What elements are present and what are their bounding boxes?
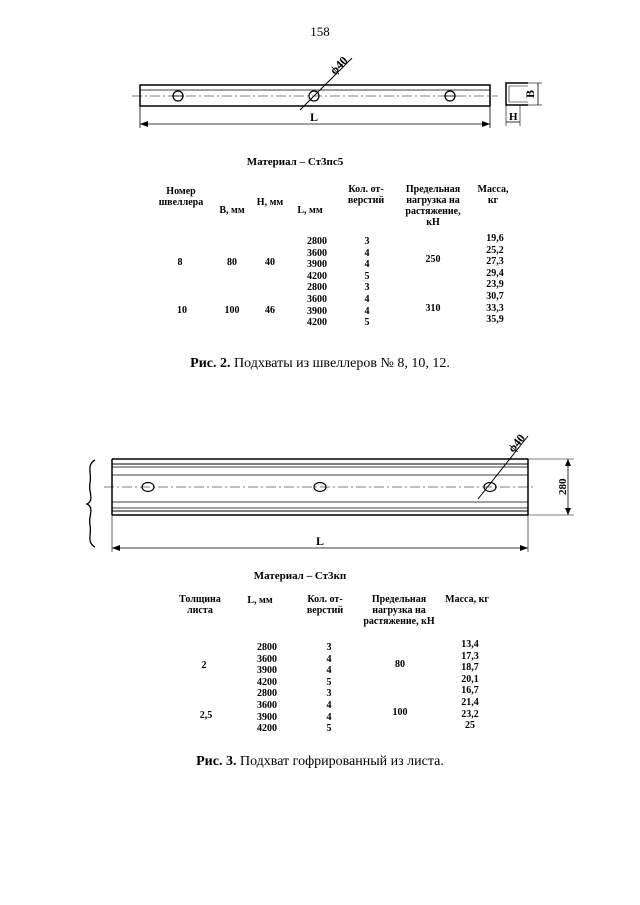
thickness-value: 2,5 xyxy=(199,710,213,721)
caption-label: Рис. 2. xyxy=(190,356,231,371)
l-value: 3600 xyxy=(257,653,277,665)
b-value: 100 xyxy=(224,305,240,316)
caption-text: Подхват гофрированный из листа. xyxy=(236,754,444,769)
header-holes: Кол. от-верстий xyxy=(306,594,344,616)
mass-value: 27,3 xyxy=(486,256,504,268)
holes-value: 5 xyxy=(364,317,370,329)
holes-value: 4 xyxy=(326,665,332,677)
l-value: 3600 xyxy=(307,247,327,259)
l-value: 4200 xyxy=(307,270,327,282)
l-value: 2800 xyxy=(257,642,277,653)
width-label: B xyxy=(523,89,537,98)
holes-value: 5 xyxy=(326,676,332,688)
mass-value: 33,3 xyxy=(486,302,504,314)
holes-value: 4 xyxy=(364,247,370,259)
mass-value: 17,3 xyxy=(461,650,479,662)
page-number: 158 xyxy=(310,24,330,39)
diameter-label: ϕ40 xyxy=(326,53,351,78)
break-symbol xyxy=(87,460,95,547)
mass-value: 23,9 xyxy=(486,279,504,291)
diameter-label: ϕ40 xyxy=(504,431,529,456)
holes-value: 4 xyxy=(364,259,370,271)
caption-label: Рис. 3. xyxy=(196,754,237,769)
holes-column xyxy=(352,236,382,329)
mass-value: 35,9 xyxy=(486,314,504,326)
figure2-drawing xyxy=(0,420,640,560)
l-value: 2800 xyxy=(257,688,277,700)
l-value: 3900 xyxy=(307,305,327,317)
mass-column xyxy=(475,233,515,326)
holes-value: 5 xyxy=(364,270,370,282)
holes-value: 4 xyxy=(326,711,332,723)
channel-number: 8 xyxy=(177,257,183,268)
mass-value: 23,2 xyxy=(461,708,479,720)
l-value: 3600 xyxy=(257,699,277,711)
h-value: 40 xyxy=(265,257,275,268)
l-value: 3900 xyxy=(307,259,327,271)
header-channel-number: Номер швеллера xyxy=(158,186,204,208)
mass-value: 25 xyxy=(465,720,475,732)
header-thickness: Толщина листа xyxy=(179,594,221,616)
mass-value: 19,6 xyxy=(486,233,504,244)
mass-value: 29,4 xyxy=(486,267,504,279)
channel-number: 10 xyxy=(177,305,187,316)
mass-column xyxy=(450,639,490,732)
l-value: 3900 xyxy=(257,711,277,723)
holes-value: 4 xyxy=(326,653,332,665)
caption-text: Подхваты из швеллеров № 8, 10, 12. xyxy=(230,356,450,371)
l-column xyxy=(244,642,290,735)
figure2-caption xyxy=(0,754,640,770)
l-value: 4200 xyxy=(257,723,277,735)
holes-column xyxy=(314,642,344,735)
header-mass: Масса, кг xyxy=(445,594,489,605)
header-holes: Кол. от-верстий xyxy=(347,184,385,206)
load-value: 80 xyxy=(395,659,405,670)
height-label: H xyxy=(509,111,518,123)
mass-value: 16,7 xyxy=(461,685,479,697)
l-value: 3900 xyxy=(257,665,277,677)
load-value: 250 xyxy=(425,254,441,265)
header-mass: Масса, кг xyxy=(477,184,509,206)
l-value: 2800 xyxy=(307,236,327,247)
figure1-drawing xyxy=(0,0,640,140)
mass-value: 13,4 xyxy=(461,639,479,650)
mass-value: 18,7 xyxy=(461,662,479,674)
figure1-caption xyxy=(0,356,640,372)
holes-value: 4 xyxy=(364,305,370,317)
holes-value: 3 xyxy=(364,282,370,294)
l-value: 3600 xyxy=(307,293,327,305)
holes-value: 3 xyxy=(326,688,332,700)
load-value: 100 xyxy=(392,707,408,718)
length-label: L xyxy=(316,534,325,548)
mass-value: 30,7 xyxy=(486,290,504,302)
mass-value: 21,4 xyxy=(461,696,479,708)
mass-value: 20,1 xyxy=(461,673,479,685)
b-value: 80 xyxy=(227,257,237,268)
thickness-value: 2 xyxy=(201,660,207,671)
figure1-material: Материал – Ст3пс5 xyxy=(246,156,344,168)
holes-value: 3 xyxy=(326,642,332,653)
load-value: 310 xyxy=(425,303,441,314)
holes-value: 3 xyxy=(364,236,370,247)
header-l: L, мм xyxy=(247,595,273,606)
holes-value: 5 xyxy=(326,723,332,735)
header-load: Предельная нагрузка на растяжение, кН xyxy=(363,594,435,627)
l-value: 4200 xyxy=(257,676,277,688)
header-h: Н, мм xyxy=(256,197,284,208)
height-label: 280 xyxy=(557,478,569,495)
header-l: L, мм xyxy=(297,205,323,216)
holes-value: 4 xyxy=(364,293,370,305)
length-label: L xyxy=(310,110,319,124)
header-load: Предельная нагрузка на растяжение, кН xyxy=(405,184,461,228)
l-value: 4200 xyxy=(307,317,327,329)
mass-value: 25,2 xyxy=(486,244,504,256)
figure2-material: Материал – Ст3кп xyxy=(253,570,347,582)
holes-value: 4 xyxy=(326,699,332,711)
header-b: В, мм xyxy=(219,205,245,216)
h-value: 46 xyxy=(265,305,275,316)
l-column xyxy=(292,236,342,329)
l-value: 2800 xyxy=(307,282,327,294)
